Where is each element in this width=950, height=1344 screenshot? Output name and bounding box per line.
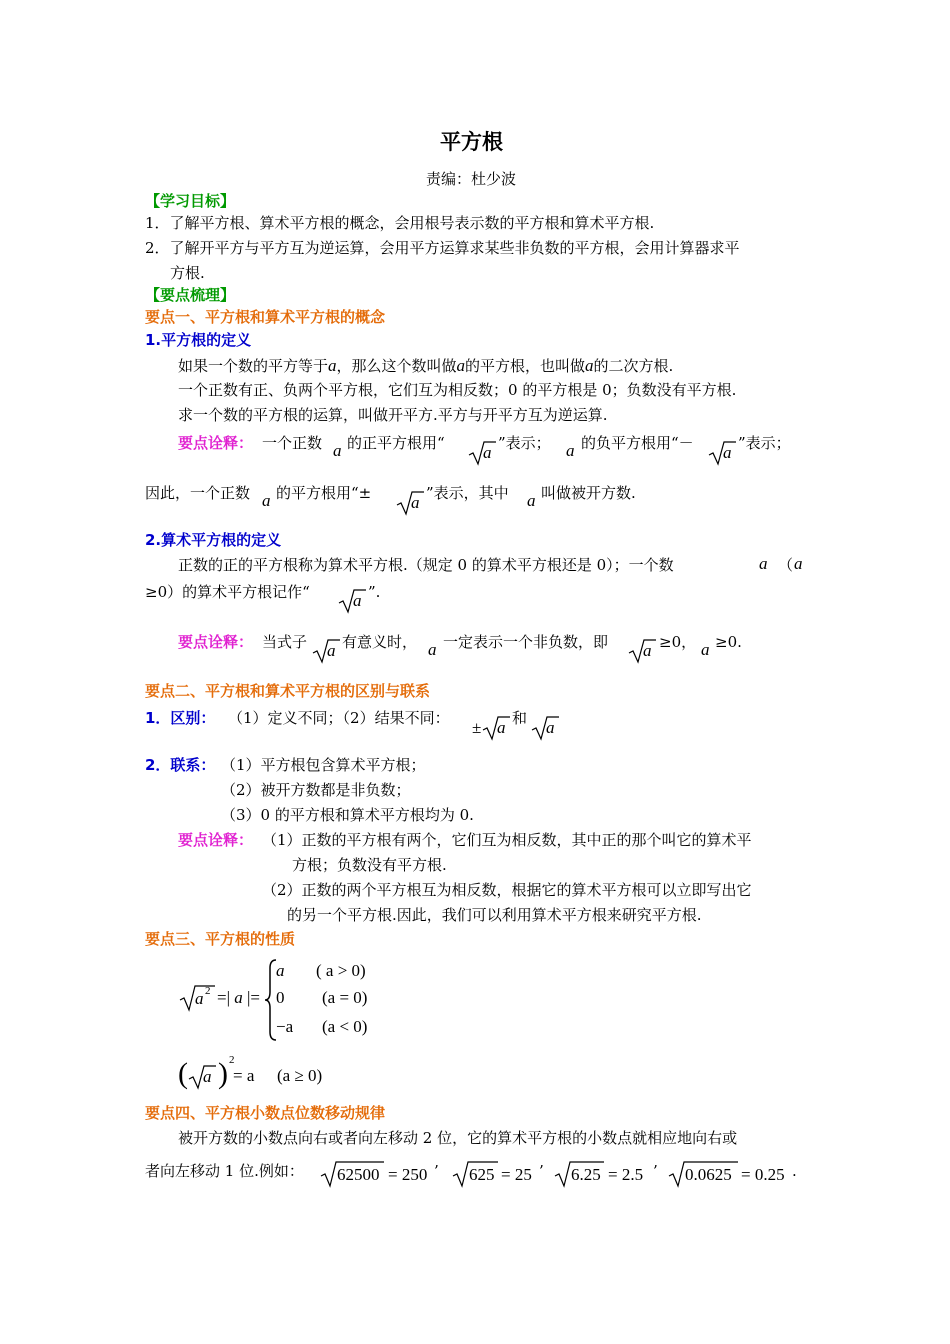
- diff-and: 和: [512, 709, 528, 727]
- note2b-var-a2: a: [701, 640, 710, 659]
- note2-label: 要点诠释：: [178, 633, 254, 651]
- case-3-value: −a: [276, 1017, 294, 1036]
- editor-line: 责编：杜少波: [426, 170, 517, 188]
- sqrt-a-3: a: [396, 490, 424, 516]
- note1-text-e: ”表示；: [738, 434, 791, 452]
- note2b-text-e: ≥0.: [715, 633, 742, 651]
- point2-note-1a: （1）正数的平方根有两个，它们互为相反数，其中正的那个叫它的算术平: [262, 831, 752, 849]
- arith-paren: （: [778, 556, 794, 574]
- sqrt-a-7: a: [482, 715, 510, 741]
- sqrt-6.25: 6.25: [554, 1160, 604, 1188]
- def-line-3: 求一个数的平方根的运算，叫做开平方.平方与开平方互为逆运算.: [178, 406, 608, 424]
- link-label: 2．联系：: [145, 756, 216, 774]
- note2-var-a: a: [262, 491, 271, 510]
- note2b-text-a: 当式子: [262, 633, 308, 651]
- sep-1: ’: [434, 1162, 439, 1180]
- note1-var-a2: a: [566, 441, 575, 460]
- point1-sub1: 1.平方根的定义: [145, 331, 252, 349]
- sep-2: ’: [539, 1162, 544, 1180]
- note1-text-b: 的正平方根用“: [347, 434, 445, 452]
- arith-def-line-2: ≥0）的算术平方根记作“: [145, 583, 310, 601]
- note2-var-a2: a: [527, 491, 536, 510]
- note2b-text-d: ≥0，: [659, 633, 697, 651]
- sqrt-62500: 62500: [320, 1160, 384, 1188]
- note1-text-c: ”表示；: [498, 434, 551, 452]
- goal-item-2-cont: 方根.: [170, 264, 205, 282]
- example-4-result: = 0.25: [741, 1165, 785, 1184]
- example-1-result: = 250: [388, 1165, 428, 1184]
- note1-label: 要点诠释：: [178, 434, 254, 452]
- note2-text-c: ”表示，其中: [426, 484, 509, 502]
- note2-text-a: 因此，一个正数: [145, 484, 251, 502]
- point1-sub2: 2.算术平方根的定义: [145, 531, 282, 549]
- point2-heading: 要点二、平方根和算术平方根的区别与联系: [145, 682, 431, 700]
- point4-line-1: 被开方数的小数点向右或者向左移动 2 位，它的算术平方根的小数点就相应地向右或: [178, 1129, 738, 1147]
- case-2-cond: (a = 0): [322, 988, 368, 1007]
- case-2-value: 0: [276, 988, 285, 1007]
- sqrt-625: 625: [452, 1160, 498, 1188]
- point4-line-2: 者向左移动 1 位.例如：: [145, 1162, 304, 1180]
- summary-heading: 【要点梳理】: [145, 286, 236, 304]
- arith-def-end: ”.: [368, 583, 381, 601]
- link-2: （2）被开方数都是非负数；: [221, 781, 411, 799]
- point1-heading: 要点一、平方根和算术平方根的概念: [145, 308, 386, 326]
- note2b-text-b: 有意义时，: [342, 633, 418, 651]
- note1-var-a: a: [333, 441, 342, 460]
- note1-text-d: 的负平方根用“－: [581, 434, 694, 452]
- sqrt-a-6: a: [628, 638, 656, 664]
- note2-text-d: 叫做被开方数.: [541, 484, 636, 502]
- goals-heading: 【学习目标】: [145, 192, 236, 210]
- goal-item-2: 2．了解开平方与平方互为逆运算，会用平方运算求某些非负数的平方根，会用计算器求平: [145, 239, 740, 257]
- note2-text-b: 的平方根用“±: [276, 484, 372, 502]
- paren-squared-rhs: = a: [233, 1066, 255, 1085]
- point4-heading: 要点四、平方根小数点位数移动规律: [145, 1104, 386, 1122]
- sqrt-a-paren-squared: ( a ) 2: [178, 1054, 235, 1090]
- sqrt-a-4: a: [338, 588, 366, 614]
- note1-text-a: 一个正数: [262, 434, 323, 452]
- note2b-var-a: a: [428, 640, 437, 659]
- diff-label: 1．区别：: [145, 709, 216, 727]
- example-2-result: = 25: [501, 1165, 532, 1184]
- goal-item-1: 1．了解平方根、算术平方根的概念，会用根号表示数的平方根和算术平方根.: [145, 214, 655, 232]
- arith-var-a2: a: [794, 554, 803, 573]
- sqrt-a-8: a: [531, 715, 559, 741]
- sqrt-a-2: a: [708, 440, 736, 466]
- diff-pm: ±: [472, 718, 482, 737]
- point2-note-2b: 的另一个平方根.因此，我们可以利用算术平方根来研究平方根.: [287, 906, 702, 924]
- arith-def-line-1: 正数的正的平方根称为算术平方根.（规定 0 的算术平方根还是 0）；一个数: [178, 556, 674, 574]
- page-title: 平方根: [440, 130, 503, 154]
- sqrt-a-squared: a 2: [179, 984, 215, 1012]
- point2-note-1b: 方根；负数没有平方根.: [292, 856, 447, 874]
- sep-end: .: [792, 1162, 797, 1180]
- sqrt-a-1: a: [468, 440, 496, 466]
- arith-var-a: a: [759, 554, 768, 573]
- point2-note-2a: （2）正数的两个平方根互为相反数，根据它的算术平方根可以立即写出它: [262, 881, 752, 899]
- link-3: （3）0 的平方根和算术平方根均为 0.: [221, 806, 474, 824]
- note2b-text-c: 一定表示一个非负数，即: [443, 633, 609, 651]
- def-line-1: 如果一个数的平方等于a，那么这个数叫做a的平方根，也叫做a的二次方根.: [178, 356, 674, 375]
- sep-3: ’: [653, 1162, 658, 1180]
- def-line-2: 一个正数有正、负两个平方根，它们互为相反数；0 的平方根是 0；负数没有平方根.: [178, 381, 737, 399]
- sqrt-a-5: a: [312, 638, 340, 664]
- case-3-cond: (a < 0): [322, 1017, 368, 1036]
- paren-squared-cond: (a ≥ 0): [277, 1066, 323, 1085]
- point2-note-label: 要点诠释：: [178, 831, 254, 849]
- point3-heading: 要点三、平方根的性质: [145, 930, 296, 948]
- example-3-result: = 2.5: [608, 1165, 644, 1184]
- abs-eq: =| a |=: [217, 988, 260, 1007]
- link-1: （1）平方根包含算术平方根；: [221, 756, 426, 774]
- case-1-value: a: [276, 961, 285, 980]
- case-1-cond: ( a > 0): [316, 961, 366, 980]
- diff-text: （1）定义不同；（2）结果不同：: [228, 709, 450, 727]
- sqrt-0.0625: 0.0625: [668, 1160, 738, 1188]
